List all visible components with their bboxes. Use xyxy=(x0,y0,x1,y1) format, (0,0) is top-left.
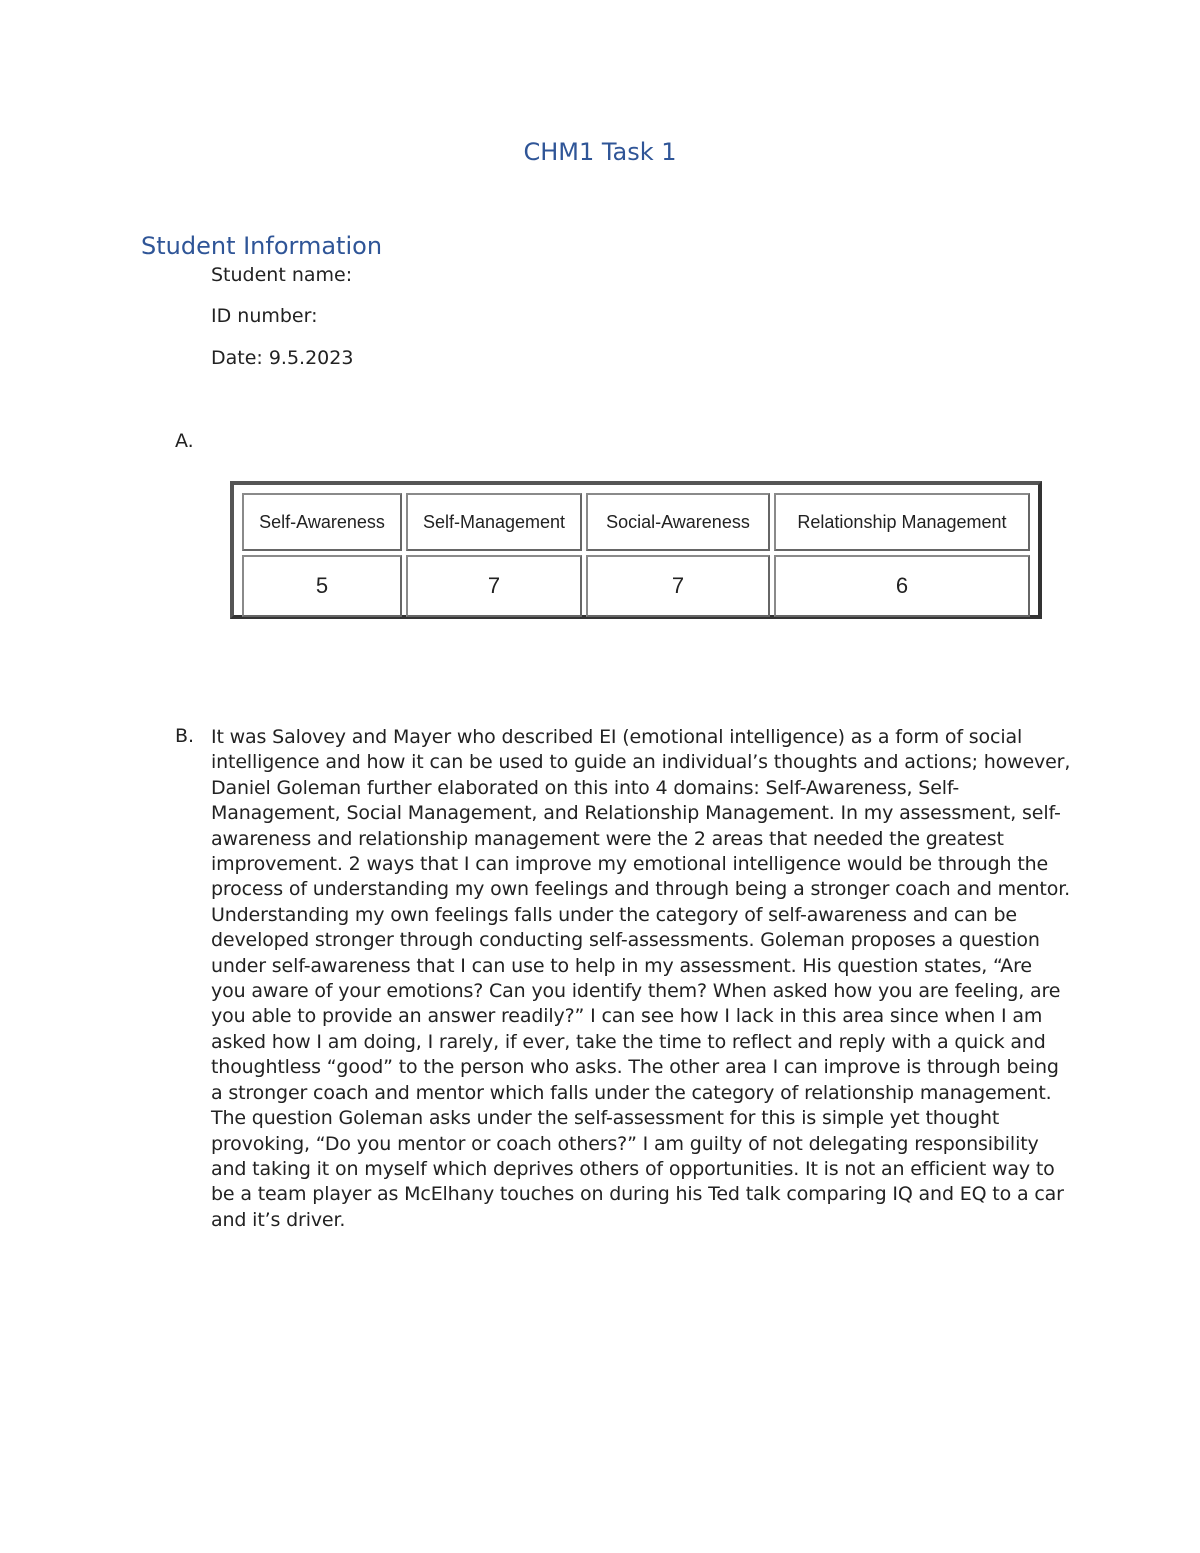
header-self-awareness: Self-Awareness xyxy=(242,493,402,551)
value-self-management: 7 xyxy=(406,555,582,617)
date-value: 9.5.2023 xyxy=(268,347,354,369)
ei-scores-table-frame xyxy=(230,481,1042,619)
date-line xyxy=(211,347,353,369)
document-title: CHM1 Task 1 xyxy=(523,138,677,166)
part-a-label: A. xyxy=(175,430,194,452)
part-b-paragraph: It was Salovey and Mayer who described EI (emotional intelligence) as a form of social intelligence and how it can be used to guide an individual’s thoughts and actions; however, Daniel Goleman further elaborated on this into 4 domains: Self-Awareness, Self-Management, Social Management, and Relationship Management. In my assessment, self-awareness and relationship management were the 2 areas that needed the greatest improvement. 2 ways that I can improve my emotional intelligence would be through the process of understanding my own feelings and through being a stronger coach and mentor. Understanding my own feelings falls under the category of self-awareness and can be developed stronger through conducting self-assessments. Goleman proposes a question under self-awareness that I can use to help in my assessment. His question states, “Are you aware of your emotions? Can you identify them? When asked how you are feeling, are you able to provide an answer readily?” I can see how I lack in this area since when I am asked how I am doing, I rarely, if ever, take the time to reflect and reply with a quick and thoughtless “good” to the person who asks. The other area I can improve is through being a stronger coach and mentor which falls under the category of relationship management. The question Goleman asks under the self-assessment for this is simple yet thought provoking, “Do you mentor or coach others?” I am guilty of not delegating responsibility and taking it on myself which deprives others of opportunities. It is not an efficient way to be a team player as McElhany touches on during his Ted talk comparing IQ and EQ to a car and it’s driver. xyxy=(211,726,1071,1231)
id-number-line xyxy=(211,305,318,327)
section-heading-student-information: Student Information xyxy=(141,232,383,260)
table-value-row xyxy=(242,555,1030,617)
student-name-label: Student name: xyxy=(211,264,353,286)
ei-scores-table xyxy=(238,489,1034,621)
value-social-awareness: 7 xyxy=(586,555,770,617)
date-label: Date: xyxy=(211,347,263,369)
header-social-awareness: Social-Awareness xyxy=(586,493,770,551)
student-name-line xyxy=(211,264,352,286)
value-self-awareness: 5 xyxy=(242,555,402,617)
header-relationship-management: Relationship Management xyxy=(774,493,1030,551)
table-header-row xyxy=(242,493,1030,551)
header-self-management: Self-Management xyxy=(406,493,582,551)
value-relationship-management: 6 xyxy=(774,555,1030,617)
id-number-label: ID number: xyxy=(211,305,318,327)
part-b-label: B. xyxy=(175,725,195,747)
